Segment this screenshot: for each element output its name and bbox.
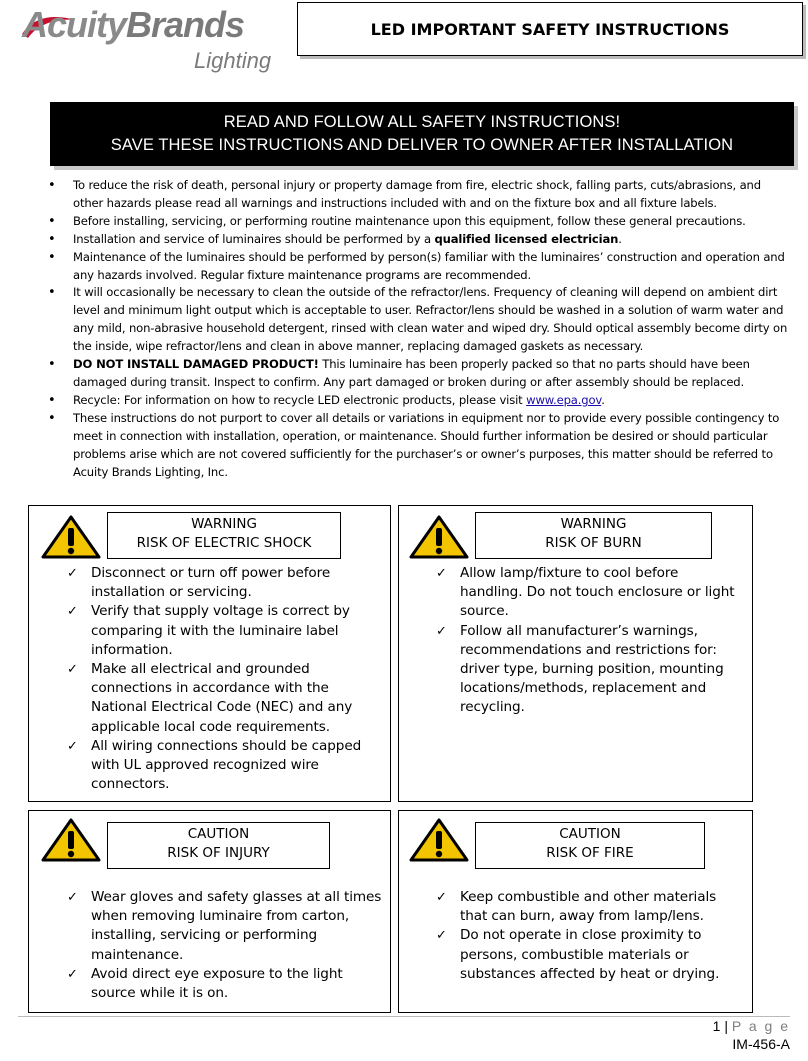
general-precautions-list — [48, 177, 788, 481]
list-item: ✓ Allow lamp/fixture to cool before handling. Do not touch enclosure or light source. — [432, 564, 744, 622]
panel-level: CAUTION — [559, 826, 621, 842]
document-title: LED IMPORTANT SAFETY INSTRUCTIONS — [370, 19, 730, 39]
panel-risk: RISK OF ELECTRIC SHOCK — [136, 535, 312, 551]
warning-triangle-icon — [40, 514, 102, 560]
safety-banner — [50, 102, 794, 166]
page-footer — [713, 1017, 790, 1053]
panel-level: CAUTION — [187, 826, 250, 842]
shock-instructions-list — [63, 564, 383, 794]
panel-header — [475, 512, 712, 559]
list-item: ✓ Keep combustible and other materials that can burn, away from lamp/lens. — [432, 888, 744, 926]
document-title-box — [297, 2, 803, 56]
list-item: ✓ Disconnect or turn off power before installation or servicing. — [63, 564, 383, 602]
panel-risk: RISK OF INJURY — [167, 845, 270, 861]
logo-subtitle: Lighting — [194, 48, 272, 73]
panel-header — [107, 822, 330, 869]
acuity-brands-logo — [22, 4, 278, 76]
list-item: • Recycle: For information on how to recycle LED electronic products, please visit www.epa.gov. — [48, 392, 788, 410]
panel-header — [475, 822, 705, 869]
burn-instructions-list — [432, 564, 744, 718]
footer-divider — [18, 1016, 790, 1017]
panel-header — [107, 512, 341, 559]
fire-instructions-list — [432, 888, 744, 984]
panel-risk: RISK OF BURN — [545, 535, 642, 551]
banner-line-1: READ AND FOLLOW ALL SAFETY INSTRUCTIONS! — [223, 113, 621, 131]
list-item: • Installation and service of luminaires should be performed by a qualified licensed electrician. — [48, 231, 788, 249]
warning-triangle-icon — [408, 514, 470, 560]
list-item: • Maintenance of the luminaires should be performed by person(s) familiar with the luminaires’ construction and operation and any hazards involved. Regular fixture maintenance programs are recommended. — [48, 249, 788, 285]
list-item: ✓ Wear gloves and safety glasses at all times when removing luminaire from carton, installing, servicing or performing maintenance. — [63, 888, 383, 965]
warning-triangle-icon — [40, 817, 102, 863]
list-item: ✓ Do not operate in close proximity to persons, combustible materials or substances affected by heat or drying. — [432, 926, 744, 984]
list-item: • DO NOT INSTALL DAMAGED PRODUCT! This luminaire has been properly packed so that no parts should have been damaged during transit. Inspect to confirm. Any part damaged or broken during or after assembly should be replaced. — [48, 356, 788, 392]
document-id: IM-456-A — [732, 1036, 790, 1052]
list-item: • To reduce the risk of death, personal injury or property damage from fire, electric shock, falling parts, cuts/abrasions, and other hazards please read all warnings and instructions included with and on the fixture box and all fixture labels. — [48, 177, 788, 213]
list-item: • It will occasionally be necessary to clean the outside of the refractor/lens. Frequency of cleaning will depend on ambient dirt level and minimum light output which is acceptable to user. Refractor/lens should be washed in a solution of warm water and any mild, non-abrasive household detergent, rinsed with clean water and wiped dry. Should optical assembly become dirty on the inside, wipe refractor/lens and clean in above manner, replacing damaged gaskets as necessary. — [48, 284, 788, 356]
list-item: ✓ Make all electrical and grounded connections in accordance with the National Electrical Code (NEC) and any applicable local code requirements. — [63, 660, 383, 737]
page-number-line: 1 | P a g e — [712, 1018, 790, 1034]
list-item: ✓ Verify that supply voltage is correct by comparing it with the luminaire label information. — [63, 602, 383, 660]
logo-wordmark: AcuityBrands — [22, 4, 245, 45]
page-word: P a g e — [731, 1018, 790, 1034]
epa-link[interactable]: www.epa.gov — [526, 392, 602, 407]
list-item: • These instructions do not purport to cover all details or variations in equipment nor to provide every possible contingency to meet in connection with installation, operation, or maintenance. Should further information be desired or should particular problems arise which are not covered sufficiently for the purchaser’s or owner’s purposes, this matter should be referred to Acuity Brands Lighting, Inc. — [48, 410, 788, 482]
banner-line-2: SAVE THESE INSTRUCTIONS AND DELIVER TO OWNER AFTER INSTALLATION — [110, 136, 734, 154]
list-item: • Before installing, servicing, or performing routine maintenance upon this equipment, follow these general precautions. — [48, 213, 788, 231]
injury-instructions-list — [63, 888, 383, 1003]
list-item: ✓ Avoid direct eye exposure to the light source while it is on. — [63, 965, 383, 1003]
panel-level: WARNING — [560, 516, 627, 532]
panel-risk: RISK OF FIRE — [546, 845, 634, 861]
panel-level: WARNING — [191, 516, 257, 532]
list-item: ✓ Follow all manufacturer’s warnings, recommendations and restrictions for: driver type, burning position, mounting locations/methods, replacement and recycling. — [432, 622, 744, 718]
page-number: 1 — [712, 1018, 721, 1034]
list-item: ✓ All wiring connections should be capped with UL approved recognized wire connectors. — [63, 737, 383, 795]
warning-triangle-icon — [408, 817, 470, 863]
